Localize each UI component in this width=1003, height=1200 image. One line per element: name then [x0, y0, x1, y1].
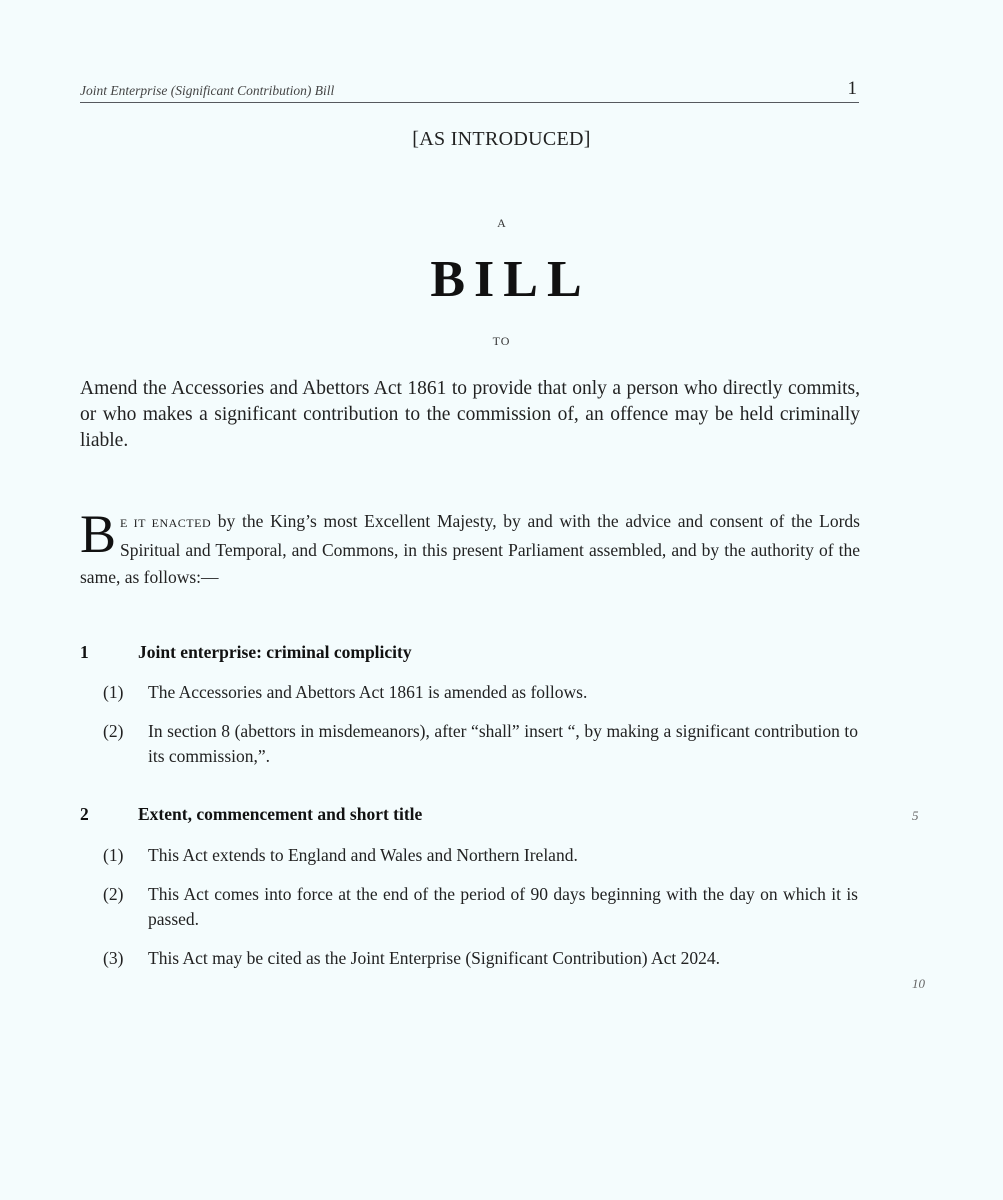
line-number: 10 — [912, 976, 925, 991]
indefinite-article: A — [497, 216, 506, 230]
enacting-formula — [80, 504, 860, 591]
line-number: 5 — [912, 808, 919, 823]
running-header — [80, 80, 859, 103]
page-number: 1 — [847, 78, 857, 99]
long-title: Amend the Accessories and Abettors Act 1861 to provide that only a person who directly commits, or who makes a significant contribution to the commission of, an offence may be held criminally liable. — [80, 378, 860, 451]
subsection-text: The Accessories and Abettors Act 1861 is amended as follows. — [148, 682, 588, 702]
enacting-text: by the King’s most Excellent Majesty, by and with the advice and consent of the Lords Spiritual and Temporal, and Commons, in this present Parliament assembled, and by the authority of the same, as follows:— — [80, 511, 860, 587]
subsection-number: (3) — [103, 948, 124, 968]
subsection-text: This Act comes into force at the end of the period of 90 days beginning with the day on which it is passed. — [148, 884, 858, 929]
clause-number: 1 — [80, 642, 89, 662]
enacting-small-caps: E IT ENACTED — [120, 516, 212, 530]
subsection-text: This Act may be cited as the Joint Enterprise (Significant Contribution) Act 2024. — [148, 948, 721, 968]
subsection-number: (2) — [103, 884, 124, 904]
to-label: TO — [492, 334, 511, 348]
subsection-text: This Act extends to England and Wales and Northern Ireland. — [148, 845, 578, 865]
subsection-number: (2) — [103, 721, 124, 741]
subsection-text: In section 8 (abettors in misdemeanors), after “shall” insert “, by making a significant contribution to its commission,”. — [148, 721, 858, 766]
subsection-number: (1) — [103, 682, 124, 702]
bill-heading: BILL — [430, 251, 591, 308]
clause-title: Joint enterprise: criminal complicity — [138, 642, 412, 662]
subsection-number: (1) — [103, 845, 124, 865]
clause-number: 2 — [80, 804, 89, 824]
drop-cap: B — [80, 504, 117, 564]
clause-title: Extent, commencement and short title — [138, 804, 423, 824]
bill-status: [AS INTRODUCED] — [412, 128, 591, 150]
running-title: Joint Enterprise (Significant Contribution) Bill — [80, 83, 335, 98]
